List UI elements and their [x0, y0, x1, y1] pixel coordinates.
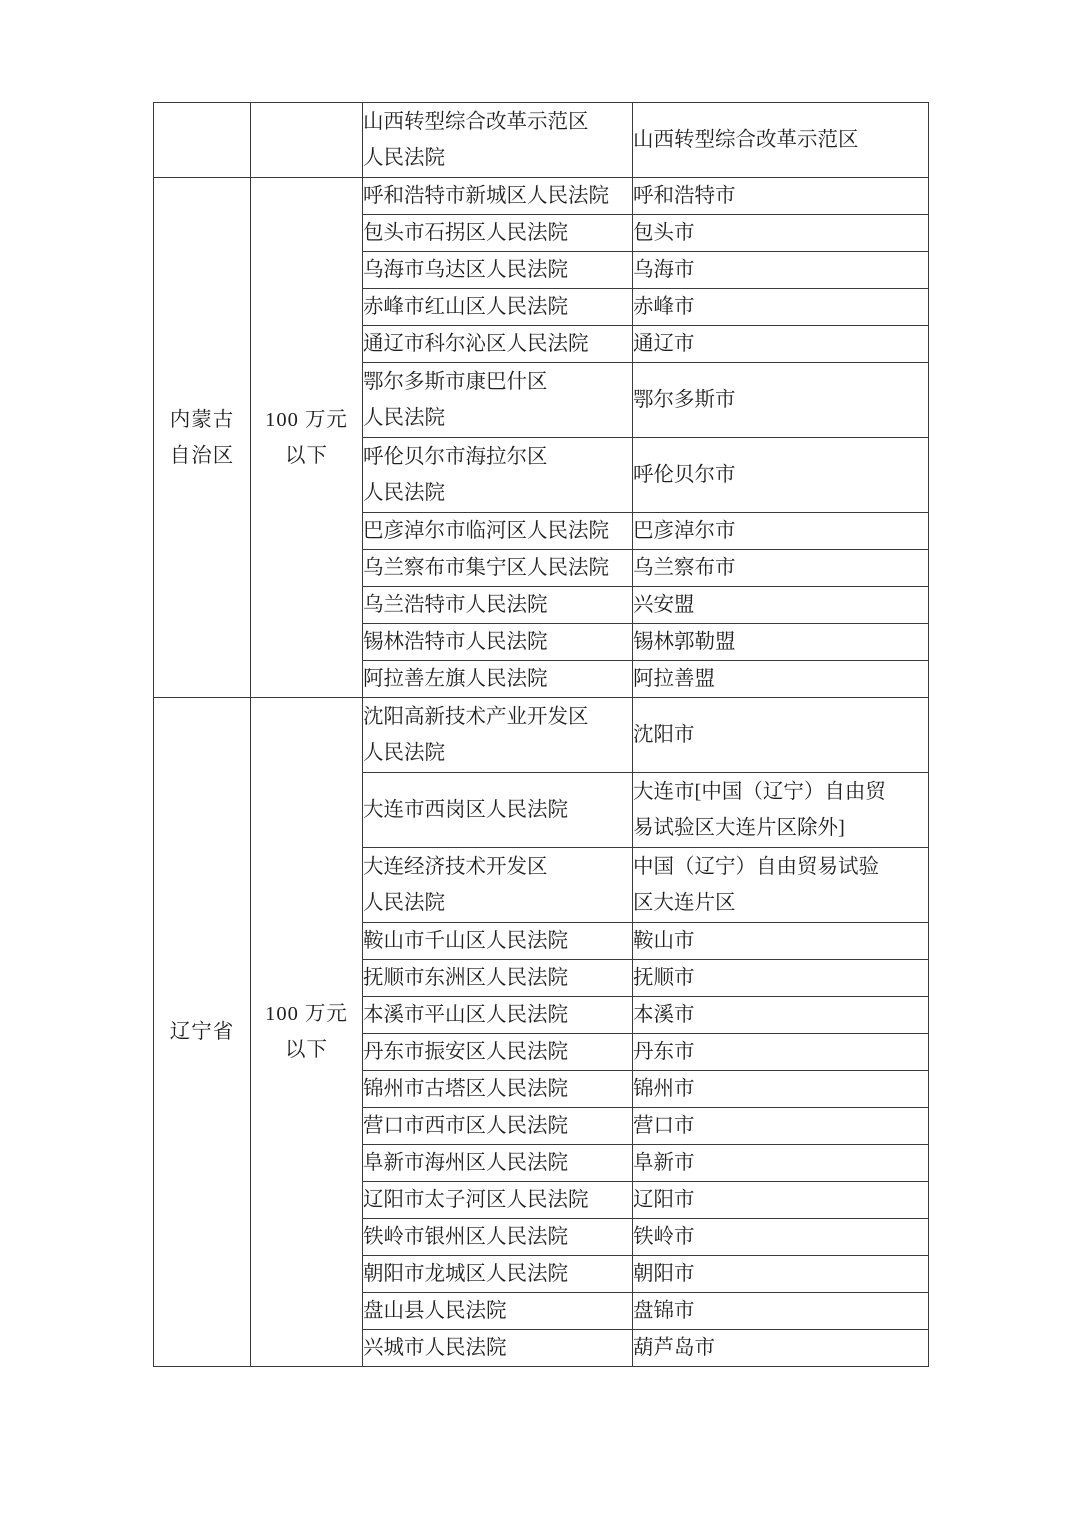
cell-line: 内蒙古 [169, 408, 235, 431]
table-body [154, 103, 929, 1367]
cell-line: 朝阳市 [633, 1263, 695, 1285]
province-cell [154, 698, 251, 1367]
region-cell [633, 178, 929, 215]
court-cell [363, 960, 633, 997]
cell-line: 通辽市 [633, 333, 695, 355]
court-cell [363, 698, 633, 773]
cell-line: 丹东市 [633, 1041, 695, 1063]
court-cell [363, 513, 633, 550]
region-cell [633, 960, 929, 997]
court-cell [363, 1219, 633, 1256]
cell-line: 包头市 [633, 222, 695, 244]
region-cell [633, 624, 929, 661]
cell-line: 乌海市乌达区人民法院 [363, 259, 568, 281]
cell-line: 巴彦淖尔市临河区人民法院 [363, 520, 609, 542]
court-jurisdiction-table [153, 102, 929, 1367]
court-cell [363, 550, 633, 587]
cell-line: 抚顺市 [633, 967, 695, 989]
cell-line: 人民法院 [363, 482, 445, 504]
cell-line: 自治区 [169, 444, 235, 467]
cell-line: 营口市西市区人民法院 [363, 1115, 568, 1137]
cell-line: 锡林郭勒盟 [633, 631, 736, 653]
cell-line: 鞍山市千山区人民法院 [363, 930, 568, 952]
region-cell [633, 773, 929, 848]
cell-line: 包头市石拐区人民法院 [363, 222, 568, 244]
cell-line: 阿拉善盟 [633, 668, 715, 690]
cell-line: 人民法院 [363, 407, 445, 429]
region-cell [633, 326, 929, 363]
court-cell [363, 438, 633, 513]
region-cell [633, 1182, 929, 1219]
region-cell [633, 1219, 929, 1256]
court-cell [363, 1145, 633, 1182]
cell-line: 沈阳高新技术产业开发区 [363, 706, 589, 728]
region-cell [633, 1108, 929, 1145]
region-cell [633, 363, 929, 438]
cell-line: 山西转型综合改革示范区 [633, 129, 859, 151]
region-cell [633, 848, 929, 923]
region-cell [633, 587, 929, 624]
cell-line: 锦州市古塔区人民法院 [363, 1078, 568, 1100]
court-cell [363, 252, 633, 289]
court-cell [363, 1330, 633, 1367]
cell-line: 100 万元 [265, 1003, 348, 1025]
court-cell [363, 289, 633, 326]
region-cell [633, 103, 929, 178]
cell-line: 兴城市人民法院 [363, 1337, 507, 1359]
region-cell [633, 1071, 929, 1108]
region-cell [633, 1293, 929, 1330]
region-cell [633, 698, 929, 773]
cell-line: 区大连片区 [633, 892, 736, 914]
region-cell [633, 289, 929, 326]
cell-line: 鞍山市 [633, 930, 695, 952]
cell-line: 丹东市振安区人民法院 [363, 1041, 568, 1063]
cell-line: 鄂尔多斯市康巴什区 [363, 371, 548, 393]
cell-line: 锦州市 [633, 1078, 695, 1100]
cell-line: 大连市西岗区人民法院 [363, 799, 568, 821]
region-cell [633, 661, 929, 698]
cell-line: 通辽市科尔沁区人民法院 [363, 333, 589, 355]
court-cell [363, 997, 633, 1034]
region-cell [633, 1330, 929, 1367]
cell-line: 巴彦淖尔市 [633, 520, 736, 542]
cell-line: 铁岭市 [633, 1226, 695, 1248]
court-cell [363, 103, 633, 178]
amount-threshold-cell [251, 178, 363, 698]
court-cell [363, 326, 633, 363]
cell-line: 以下 [285, 1039, 328, 1061]
cell-line: 沈阳市 [633, 724, 695, 746]
cell-line: 乌兰察布市集宁区人民法院 [363, 557, 609, 579]
court-cell [363, 1071, 633, 1108]
region-cell [633, 997, 929, 1034]
region-cell [633, 923, 929, 960]
cell-line: 人民法院 [363, 147, 445, 169]
cell-line: 人民法院 [363, 742, 445, 764]
region-cell [633, 1145, 929, 1182]
cell-line: 阿拉善左旗人民法院 [363, 668, 548, 690]
cell-line: 锡林浩特市人民法院 [363, 631, 548, 653]
cell-line: 赤峰市 [633, 296, 695, 318]
court-cell [363, 923, 633, 960]
cell-line: 抚顺市东洲区人民法院 [363, 967, 568, 989]
cell-line: 盘山县人民法院 [363, 1300, 507, 1322]
region-cell [633, 438, 929, 513]
cell-line: 辽宁省 [169, 1021, 235, 1043]
region-cell [633, 252, 929, 289]
cell-line: 乌海市 [633, 259, 695, 281]
cell-line: 呼和浩特市 [633, 185, 736, 207]
cell-line: 易试验区大连片区除外] [633, 817, 845, 839]
court-cell [363, 1293, 633, 1330]
court-cell [363, 773, 633, 848]
cell-line: 阜新市海州区人民法院 [363, 1152, 568, 1174]
court-cell [363, 848, 633, 923]
cell-line: 100 万元 [265, 408, 348, 431]
cell-line: 铁岭市银州区人民法院 [363, 1226, 568, 1248]
court-cell [363, 363, 633, 438]
cell-line: 本溪市平山区人民法院 [363, 1004, 568, 1026]
cell-line: 大连市[中国（辽宁）自由贸 [633, 781, 886, 803]
cell-line: 呼和浩特市新城区人民法院 [363, 185, 609, 207]
court-cell [363, 587, 633, 624]
court-cell [363, 178, 633, 215]
cell-line: 大连经济技术开发区 [363, 856, 548, 878]
cell-line: 盘锦市 [633, 1300, 695, 1322]
cell-line: 乌兰浩特市人民法院 [363, 594, 548, 616]
cell-line: 鄂尔多斯市 [633, 389, 736, 411]
cell-line: 辽阳市太子河区人民法院 [363, 1189, 589, 1211]
region-cell [633, 1256, 929, 1293]
court-cell [363, 215, 633, 252]
amount-threshold-cell [251, 103, 363, 178]
region-cell [633, 215, 929, 252]
cell-line: 阜新市 [633, 1152, 695, 1174]
court-cell [363, 624, 633, 661]
court-cell [363, 1034, 633, 1071]
region-cell [633, 550, 929, 587]
cell-line: 山西转型综合改革示范区 [363, 111, 589, 133]
court-cell [363, 1182, 633, 1219]
table-row [154, 178, 929, 215]
amount-threshold-cell [251, 698, 363, 1367]
cell-line: 本溪市 [633, 1004, 695, 1026]
cell-line: 辽阳市 [633, 1189, 695, 1211]
court-cell [363, 1108, 633, 1145]
cell-line: 朝阳市龙城区人民法院 [363, 1263, 568, 1285]
cell-line: 以下 [285, 444, 328, 467]
cell-line: 人民法院 [363, 892, 445, 914]
cell-line: 呼伦贝尔市海拉尔区 [363, 446, 548, 468]
cell-line: 中国（辽宁）自由贸易试验 [633, 856, 879, 878]
region-cell [633, 1034, 929, 1071]
court-cell [363, 1256, 633, 1293]
cell-line: 葫芦岛市 [633, 1337, 715, 1359]
cell-line: 兴安盟 [633, 594, 695, 616]
region-cell [633, 513, 929, 550]
table-row [154, 698, 929, 773]
province-cell [154, 103, 251, 178]
cell-line: 营口市 [633, 1115, 695, 1137]
province-cell [154, 178, 251, 698]
cell-line: 赤峰市红山区人民法院 [363, 296, 568, 318]
table-row [154, 103, 929, 178]
cell-line: 呼伦贝尔市 [633, 464, 736, 486]
court-cell [363, 661, 633, 698]
cell-line: 乌兰察布市 [633, 557, 736, 579]
